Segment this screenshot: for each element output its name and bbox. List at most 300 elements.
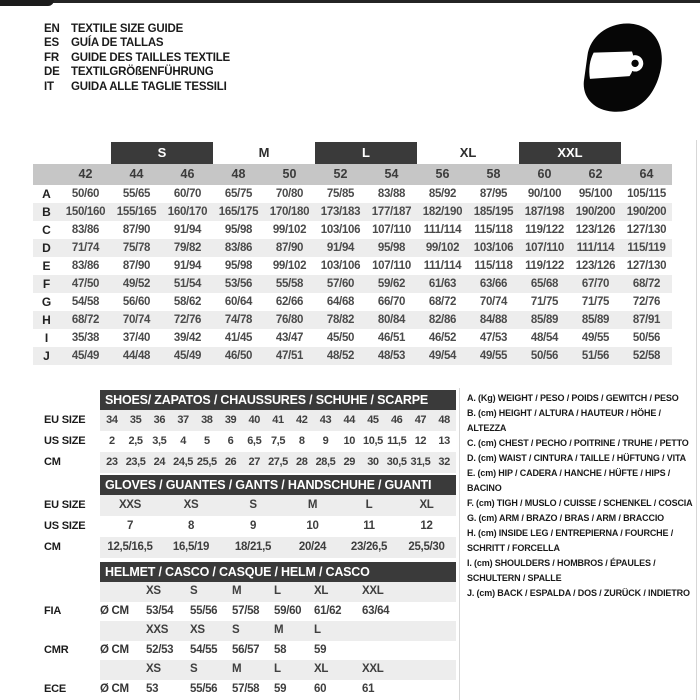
measure-value: 75/78 (122, 242, 151, 254)
lang-title: GUÍA DE TALLAS (71, 37, 164, 50)
measure-value: 41/45 (224, 332, 253, 344)
helmet-value: 53/54 (146, 604, 174, 617)
standard-label-ece: ECE (44, 683, 67, 695)
size-group-m: M (258, 145, 270, 160)
shoes-row-labels (44, 410, 100, 473)
measure-value: 127/130 (626, 260, 667, 272)
measure-value: 103/106 (320, 224, 361, 236)
measure-value: 87/95 (479, 188, 508, 200)
measure-value: 170/180 (269, 206, 310, 218)
size-group-xl: XL (459, 145, 477, 160)
measure-value: 182/190 (422, 206, 463, 218)
measure-value: 61/63 (428, 278, 457, 290)
helmet-size-label: L (314, 624, 321, 636)
measure-value: 78/82 (326, 314, 355, 326)
measure-value: 71/75 (581, 296, 610, 308)
size-col-50: 50 (282, 167, 297, 181)
gloves-value: 7 (126, 520, 134, 532)
shoes-value: 3,5 (152, 435, 167, 447)
measure-value: 72/76 (632, 296, 661, 308)
gloves-value: L (365, 499, 373, 511)
measure-value: 46/52 (428, 332, 457, 344)
helmet-value: 59 (314, 643, 327, 656)
helmet-value: 55/56 (190, 604, 218, 617)
helmet-size-label: L (274, 585, 281, 597)
measure-value: 107/110 (372, 260, 411, 272)
shoes-value: 28,5 (315, 456, 336, 468)
measure-value: 35/38 (71, 332, 100, 344)
size-col-60: 60 (537, 167, 552, 181)
measure-value: 91/94 (173, 260, 202, 272)
row-key: I (44, 331, 49, 345)
shoes-size-table (100, 410, 456, 473)
measure-value: 62/66 (275, 296, 304, 308)
measure-value: 82/86 (428, 314, 457, 326)
measure-row-a (33, 185, 672, 203)
row-key: B (42, 205, 51, 219)
spacer (33, 142, 111, 143)
top-left-corner-artifact (0, 0, 54, 6)
lang-row-it (44, 80, 230, 94)
shoes-value: 37 (177, 414, 189, 426)
shoes-value: 45 (367, 414, 379, 426)
helmet-size-row-cmr (100, 621, 456, 641)
size-group-s: S (111, 142, 213, 164)
measure-value: 80/84 (377, 314, 406, 326)
main-size-table (33, 142, 672, 365)
measure-value: 111/114 (576, 242, 615, 254)
shoes-value: 24 (153, 456, 166, 468)
measure-value: 119/122 (525, 260, 564, 272)
spacer (621, 142, 672, 143)
row-key: F (42, 277, 51, 291)
gloves-value: 23/26,5 (350, 541, 388, 553)
lang-row-de (44, 65, 230, 79)
gloves-eu-row (100, 495, 456, 516)
measure-value: 87/90 (122, 260, 151, 272)
helmet-size-row-ece (100, 660, 456, 680)
size-group-l: L (315, 142, 417, 164)
measure-row-h (33, 311, 672, 329)
helmet-value: 61 (362, 682, 375, 695)
shoes-value: 31,5 (410, 456, 431, 468)
helmet-value: 59/60 (274, 604, 302, 617)
helmet-size-table (100, 582, 456, 699)
shoes-value: 24,5 (173, 456, 193, 468)
shoes-value: 40 (248, 414, 260, 426)
gloves-value: 12,5/16,5 (107, 541, 153, 553)
measure-value: 56/60 (122, 296, 151, 308)
shoes-value: 41 (272, 414, 284, 426)
measure-value: 47/50 (71, 278, 100, 290)
measure-value: 87/90 (275, 242, 304, 254)
size-col-52: 52 (333, 167, 348, 181)
helmet-icon (576, 18, 668, 118)
measure-value: 59/62 (377, 278, 406, 290)
helmet-value: 57/58 (232, 604, 260, 617)
measure-value: 51/54 (173, 278, 202, 290)
helmet-size-row-fia (100, 582, 456, 602)
measure-value: 103/106 (320, 260, 361, 272)
spacer (100, 621, 146, 641)
helmet-size-label: M (232, 585, 242, 597)
shoes-value: 23 (106, 456, 118, 468)
measure-value: 115/119 (627, 242, 666, 254)
legend-item: H. (cm) INSIDE LEG / ENTREPIERNA / FOURCHE / SCHRITT / FORCELLA (467, 528, 674, 553)
shoes-value: 13 (438, 435, 450, 447)
measure-value: 79/82 (173, 242, 202, 254)
shoes-value: 11,5 (387, 435, 407, 447)
lang-code: IT (44, 80, 54, 93)
size-col-42: 42 (78, 167, 93, 181)
measure-value: 119/122 (525, 224, 564, 236)
measure-value: 85/89 (530, 314, 559, 326)
measure-value: 115/118 (474, 224, 513, 236)
helmet-value: 56/57 (232, 643, 260, 656)
measure-value: 111/114 (423, 260, 462, 272)
measure-value: 72/76 (173, 314, 202, 326)
measure-value: 187/198 (524, 206, 565, 218)
helmet-value: 60 (314, 682, 327, 695)
measure-value: 99/102 (425, 242, 460, 254)
legend-item: D. (cm) WAIST / CINTURA / TAILLE / HÜFTUNG / VITA (467, 453, 686, 463)
gloves-value: XXS (118, 499, 142, 511)
gloves-value: 25,5/30 (408, 541, 445, 553)
helmet-value: 63/64 (362, 604, 390, 617)
measure-value: 160/170 (167, 206, 208, 218)
gloves-value: 18/21,5 (234, 541, 272, 553)
measure-value: 123/126 (575, 260, 616, 272)
legend-item: E. (cm) HIP / CADERA / HANCHE / HÜFTE / HIPS / BACINO (467, 468, 671, 493)
shoes-value: 6,5 (247, 435, 262, 447)
measure-value: 52/58 (632, 350, 661, 362)
helmet-size-label: XXL (362, 663, 384, 675)
measure-value: 68/72 (632, 278, 661, 290)
lang-title: GUIDE DES TAILLES TEXTILE (71, 51, 230, 64)
measure-value: 87/91 (632, 314, 661, 326)
legend-item: A. (Kg) WEIGHT / PESO / POIDS / GEWITCH / PESO (467, 393, 679, 403)
measurement-legend (467, 391, 699, 601)
top-border-line (0, 0, 700, 3)
measure-value: 44/48 (122, 350, 151, 362)
helmet-size-label: L (274, 663, 281, 675)
legend-left-divider-line (459, 388, 460, 700)
size-group-xxl: XXL (519, 142, 621, 164)
measure-value: 57/60 (326, 278, 355, 290)
measure-value: 91/94 (326, 242, 355, 254)
legend-item: F. (cm) TIGH / MUSLO / CUISSE / SCHENKEL / COSCIA (467, 498, 693, 508)
measure-value: 43/47 (275, 332, 304, 344)
spacer (33, 164, 60, 185)
measure-value: 68/72 (71, 314, 100, 326)
shoes-value: 10 (343, 435, 355, 447)
gloves-value: S (249, 499, 257, 511)
gloves-cm-row (100, 537, 456, 558)
size-col-46: 46 (180, 167, 195, 181)
row-key: E (42, 259, 51, 273)
measure-value: 48/53 (377, 350, 406, 362)
shoes-value: 30,5 (386, 456, 407, 468)
size-col-56: 56 (435, 167, 450, 181)
shoes-value: 8 (298, 435, 305, 447)
helmet-value-row-fia (100, 602, 456, 622)
measure-value: 190/200 (626, 206, 667, 218)
row-key: H (42, 313, 51, 327)
measure-value: 50/60 (71, 188, 100, 200)
helmet-size-label: XL (314, 663, 329, 675)
measure-value: 68/72 (428, 296, 457, 308)
helmet-value: 59 (274, 682, 287, 695)
shoes-label-eu-size: EU SIZE (44, 414, 86, 426)
shoes-value: 42 (296, 414, 308, 426)
measure-value: 49/54 (428, 350, 457, 362)
measure-value: 103/106 (473, 242, 514, 254)
shoes-label-cm: CM (44, 456, 61, 468)
shoes-value: 9 (322, 435, 329, 447)
measure-value: 95/98 (377, 242, 406, 254)
gloves-value: 8 (187, 520, 195, 532)
measure-value: 83/86 (71, 260, 100, 272)
measure-value: 150/160 (65, 206, 106, 218)
legend-item: I. (cm) SHOULDERS / HOMBROS / ÉPAULES / SCHULTERN / SPALLE (467, 558, 656, 583)
measure-value: 66/70 (377, 296, 406, 308)
shoes-value: 23,5 (125, 456, 146, 468)
measure-value: 90/100 (527, 188, 562, 200)
measure-value: 45/49 (173, 350, 202, 362)
gloves-value: 20/24 (298, 541, 327, 553)
measure-value: 71/74 (71, 242, 100, 254)
size-col-64: 64 (639, 167, 654, 181)
lang-title: TEXTILE SIZE GUIDE (71, 23, 184, 35)
gloves-value: 16,5/19 (172, 541, 210, 553)
gloves-value: 12 (420, 520, 433, 532)
helmet-value: 52/53 (146, 643, 174, 656)
measure-value: 51/56 (581, 350, 610, 362)
measure-value: 50/56 (530, 350, 559, 362)
measure-value: 58/62 (173, 296, 202, 308)
gloves-value: 11 (363, 520, 375, 532)
measure-value: 50/56 (632, 332, 661, 344)
measure-value: 54/58 (71, 296, 100, 308)
measure-value: 70/74 (122, 314, 151, 326)
helmet-value: 58 (274, 643, 287, 656)
measure-value: 55/58 (275, 278, 304, 290)
helmet-section-title: HELMET / CASCO / CASQUE / HELM / CASCO (100, 562, 456, 582)
diameter-label: Ø CM (100, 643, 129, 656)
helmet-size-label: XXS (146, 624, 169, 636)
measure-value: 95/100 (578, 188, 613, 200)
measure-value: 39/42 (173, 332, 202, 344)
measure-value: 47/51 (275, 350, 304, 362)
shoes-value: 39 (224, 414, 237, 426)
measure-value: 46/51 (377, 332, 406, 344)
measure-row-c (33, 221, 672, 239)
row-key: J (43, 349, 50, 363)
gloves-value: XS (183, 499, 199, 511)
measure-value: 70/80 (275, 188, 304, 200)
lang-code: ES (44, 37, 59, 50)
gloves-section-title: GLOVES / GUANTES / GANTS / HANDSCHUHE / GUANTI (100, 475, 456, 495)
shoes-value: 2,5 (128, 435, 143, 447)
shoes-value: 27,5 (268, 456, 288, 468)
gloves-label-us-size: US SIZE (44, 520, 86, 532)
helmet-size-label: S (190, 663, 198, 675)
standard-label-fia: FIA (44, 605, 62, 617)
measure-value: 53/56 (224, 278, 253, 290)
gloves-row-labels (44, 495, 100, 558)
measure-value: 105/115 (627, 188, 666, 200)
measure-value: 123/126 (575, 224, 616, 236)
measure-row-d (33, 239, 672, 257)
shoes-value: 7,5 (270, 435, 286, 447)
shoes-value: 5 (203, 435, 210, 447)
measure-value: 165/175 (218, 206, 259, 218)
helmet-size-label: XXL (362, 585, 384, 597)
measure-value: 74/78 (224, 314, 253, 326)
size-col-48: 48 (231, 167, 246, 181)
lang-title: GUIDA ALLE TAGLIE TESSILI (71, 80, 227, 93)
measure-value: 48/52 (326, 350, 355, 362)
helmet-size-label: XL (314, 585, 329, 597)
helmet-value: 61/62 (314, 604, 342, 617)
lang-code: DE (44, 66, 60, 79)
shoes-value: 30 (367, 456, 379, 468)
gloves-value: 10 (306, 520, 319, 532)
measure-value: 85/92 (428, 188, 457, 200)
language-title-block (44, 22, 230, 94)
measure-value: 107/110 (525, 242, 564, 254)
shoes-value: 12 (414, 435, 427, 447)
measure-value: 64/68 (326, 296, 355, 308)
size-number-row (33, 164, 672, 185)
measure-value: 76/80 (275, 314, 304, 326)
measure-value: 46/50 (224, 350, 253, 362)
shoes-value: 38 (201, 414, 213, 426)
size-col-62: 62 (588, 167, 603, 181)
lang-row-fr (44, 51, 230, 65)
measure-value: 37/40 (122, 332, 151, 344)
gloves-value: XL (419, 499, 434, 511)
measure-value: 87/90 (122, 224, 151, 236)
shoes-cm-row (100, 452, 456, 473)
gloves-size-table (100, 495, 456, 558)
measure-value: 65/75 (224, 188, 253, 200)
helmet-value: 53 (146, 682, 159, 695)
measure-value: 45/49 (71, 350, 100, 362)
helmet-value: 54/55 (190, 643, 218, 656)
spacer (100, 660, 146, 680)
measure-value: 127/130 (626, 224, 667, 236)
size-group-row (33, 142, 672, 164)
shoes-label-us-size: US SIZE (44, 435, 86, 447)
helmet-size-label: XS (146, 585, 161, 597)
measure-value: 70/74 (479, 296, 508, 308)
spacer (100, 582, 146, 602)
lang-code: EN (44, 23, 60, 35)
measure-value: 67/70 (581, 278, 610, 290)
measure-value: 190/200 (575, 206, 616, 218)
measure-value: 99/102 (272, 260, 307, 272)
shoes-eu-row (100, 410, 456, 431)
diameter-label: Ø CM (100, 604, 129, 617)
diameter-label: Ø CM (100, 682, 129, 695)
size-col-58: 58 (486, 167, 501, 181)
gloves-label-cm: CM (44, 541, 61, 553)
shoes-value: 46 (390, 414, 403, 426)
measure-value: 173/183 (320, 206, 361, 218)
row-key: D (42, 241, 51, 255)
gloves-value: 9 (249, 520, 257, 532)
shoes-value: 32 (438, 456, 450, 468)
helmet-value-row-ece (100, 680, 456, 700)
legend-item: C. (cm) CHEST / PECHO / POITRINE / TRUHE / PETTO (467, 438, 689, 448)
size-col-44: 44 (129, 167, 144, 181)
helmet-size-label: M (232, 663, 242, 675)
measure-value: 71/75 (530, 296, 559, 308)
lang-row-es (44, 36, 230, 50)
shoes-value: 6 (227, 435, 234, 447)
measure-value: 177/187 (371, 206, 412, 218)
measure-row-g (33, 293, 672, 311)
lang-row-en (44, 22, 230, 36)
shoes-value: 25,5 (196, 456, 217, 468)
shoes-value: 44 (343, 414, 355, 426)
shoes-value: 35 (129, 414, 142, 426)
measure-value: 49/55 (581, 332, 610, 344)
row-key: A (42, 187, 51, 201)
helmet-value-row-cmr (100, 641, 456, 661)
helmet-value: 55/56 (190, 682, 218, 695)
shoes-value: 27 (248, 456, 260, 468)
shoes-value: 34 (106, 414, 118, 426)
gloves-value: M (307, 499, 318, 511)
shoes-value: 29 (343, 456, 355, 468)
gloves-us-row (100, 516, 456, 537)
measure-value: 85/89 (581, 314, 610, 326)
measure-value: 84/88 (479, 314, 508, 326)
row-key: C (42, 223, 51, 237)
shoes-value: 4 (180, 435, 186, 447)
measure-value: 115/118 (474, 260, 513, 272)
helmet-size-label: S (190, 585, 198, 597)
measure-value: 99/102 (272, 224, 307, 236)
size-col-54: 54 (384, 167, 399, 181)
shoes-us-row (100, 431, 456, 452)
measure-row-b (33, 203, 672, 221)
legend-item: B. (cm) HEIGHT / ALTURA / HAUTEUR / HÖHE / ALTEZZA (467, 408, 661, 433)
measure-value: 63/66 (479, 278, 508, 290)
standard-label-cmr: CMR (44, 644, 69, 656)
measure-value: 60/70 (173, 188, 202, 200)
measure-value: 45/50 (326, 332, 355, 344)
measure-value: 91/94 (173, 224, 202, 236)
legend-item: G. (cm) ARM / BRAZO / BRAS / ARM / BRACCIO (467, 513, 665, 523)
shoes-value: 43 (319, 414, 332, 426)
measure-value: 155/165 (116, 206, 157, 218)
shoes-section-title: SHOES/ ZAPATOS / CHAUSSURES / SCHUHE / SCARPE (100, 390, 456, 410)
measure-value: 47/53 (479, 332, 508, 344)
legend-item: J. (cm) BACK / ESPALDA / DOS / ZURÜCK / INDIETRO (467, 588, 690, 598)
helmet-value: 57/58 (232, 682, 260, 695)
helmet-size-label: M (274, 624, 284, 636)
measure-value: 75/85 (326, 188, 355, 200)
measure-value: 83/86 (224, 242, 253, 254)
helmet-size-label: XS (146, 663, 161, 675)
measure-value: 107/110 (372, 224, 411, 236)
measure-value: 83/86 (71, 224, 100, 236)
measure-row-i (33, 329, 672, 347)
shoes-value: 2 (109, 435, 115, 447)
